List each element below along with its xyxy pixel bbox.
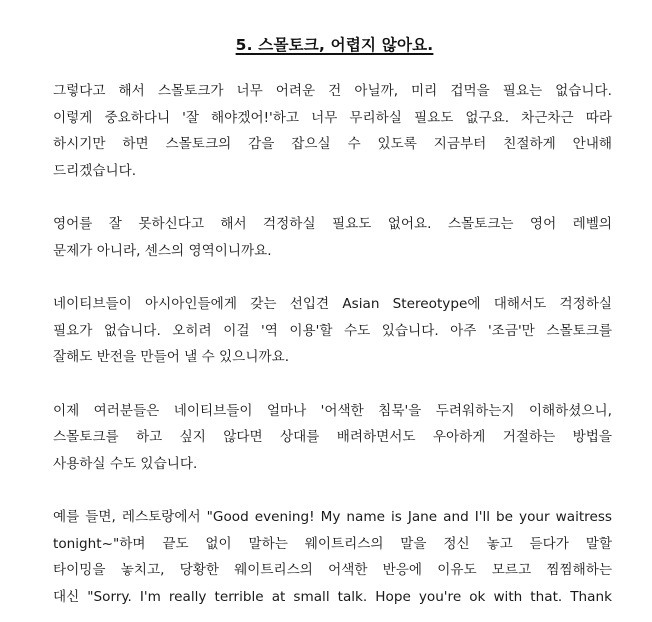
paragraph-line: 이렇게 중요하다니 '잘 해야겠어!'하고 너무 무리하실 필요도 없구요. 차근차근 따라 <box>53 109 612 126</box>
paragraph-line: 타이밍을 놓치고, 당황한 웨이트리스의 어색한 반응에 이유도 모르고 찜찜해하는 <box>53 562 612 578</box>
paragraph-line: 스몰토크를 하고 싶지 않다면 상대를 배려하면서도 우아하게 거절하는 방법을 <box>53 429 612 445</box>
section-heading: 5. 스몰토크, 어렵지 않아요. <box>235 36 434 54</box>
paragraph-line: 하시기만 하면 스몰토크의 감을 잡으실 수 있도록 지금부터 친절하게 안내해 <box>53 136 612 152</box>
paragraph-line: 영어를 잘 못하신다고 해서 걱정하실 필요도 없어요. 스몰토크는 영어 레벨의 <box>53 216 612 232</box>
heading-container <box>53 0 612 58</box>
paragraph-line: tonight~"하며 끝도 없이 말하는 웨이트리스의 말을 정신 놓고 듣다가 말할 <box>53 535 612 552</box>
paragraph-line: 사용하실 수도 있습니다. <box>53 455 198 472</box>
paragraph-line: 대신 "Sorry. I'm really terrible at small talk. Hope you're ok with that. Thank <box>53 588 612 605</box>
paragraph-line: 네이티브들이 아시아인들에게 갖는 선입견 Asian Stereotype에 대해서도 걱정하실 <box>53 296 612 312</box>
paragraph-2 <box>53 211 612 264</box>
paragraph-4 <box>53 398 612 478</box>
paragraph-line: 그렇다고 해서 스몰토크가 너무 어려운 건 아닐까, 미리 겁먹을 필요는 없습니다. <box>53 83 612 99</box>
paragraph-line: 예를 들면, 레스토랑에서 "Good evening! My name is Jane and I'll be your waitress <box>53 509 612 525</box>
paragraph-1 <box>53 78 612 184</box>
paragraph-line: 이제 여러분들은 네이티브들이 얼마나 '어색한 침묵'을 두려워하는지 이해하셨으니, <box>53 402 612 419</box>
paragraph-5 <box>53 504 612 610</box>
paragraph-line: 문제가 아니라, 센스의 영역이니까요. <box>53 242 272 259</box>
paragraph-line: 필요가 없습니다. 오히려 이걸 '역 이용'할 수도 있습니다. 아주 '조금'만 스몰토크를 <box>53 322 612 339</box>
paragraph-3 <box>53 291 612 371</box>
paragraph-line: 잘해도 반전을 만들어 낼 수 있으니까요. <box>53 349 290 365</box>
document-body <box>53 78 612 610</box>
paragraph-line: 드리겠습니다. <box>53 162 137 179</box>
